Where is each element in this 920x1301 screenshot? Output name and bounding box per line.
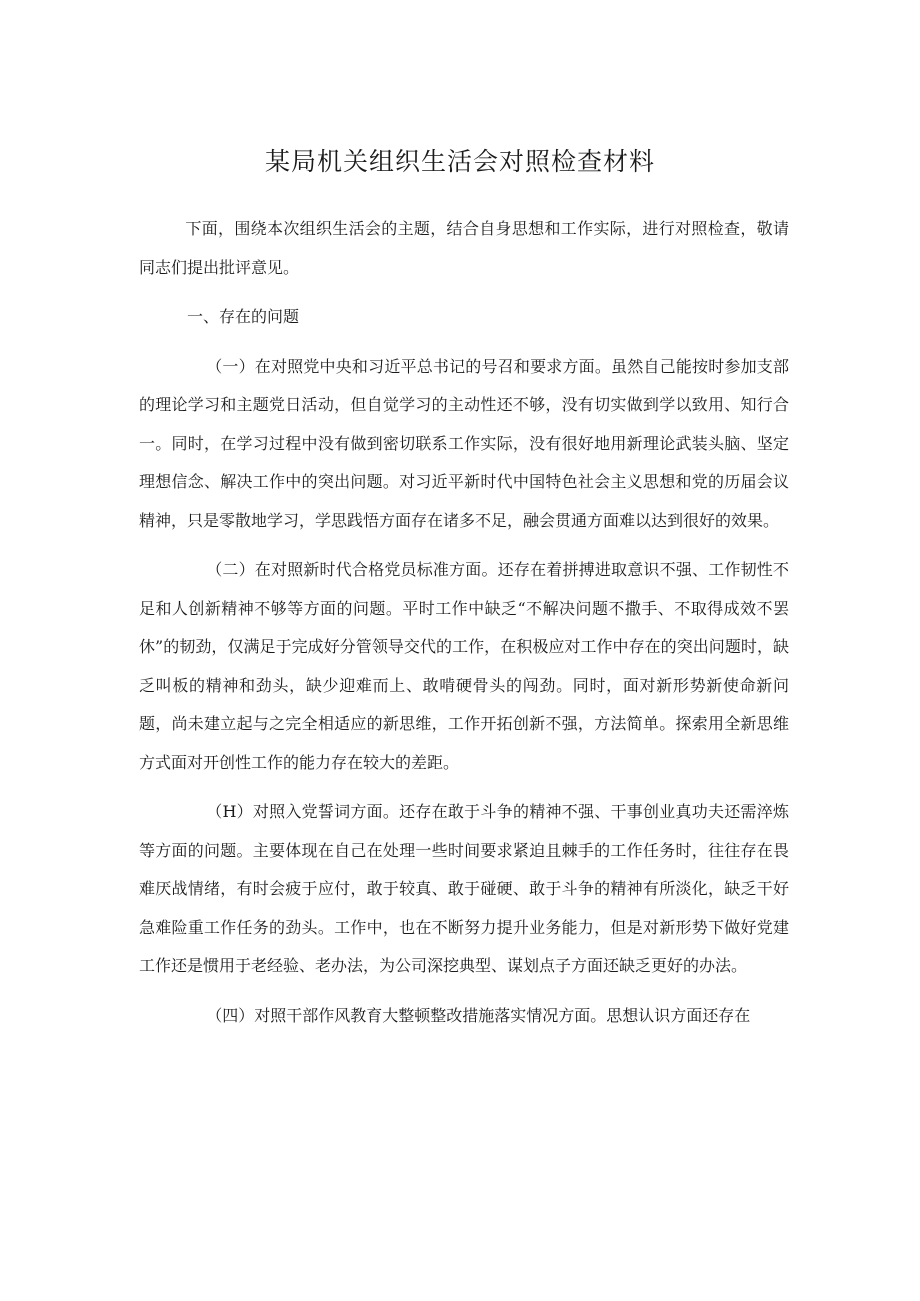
intro-paragraph: 下面，围绕本次组织生活会的主题，结合自身思想和工作实际，进行对照检查，敬请同志们提出批评意见。 bbox=[139, 219, 789, 277]
issue-paragraph-4: （四）对照干部作风教育大整顿整改措施落实情况方面。思想认识方面还存在 bbox=[206, 1005, 751, 1025]
document-title: 某局机关组织生活会对照检查材料 bbox=[264, 147, 655, 176]
issue-paragraph-3: （H）对照入党誓词方面。还存在敢于斗争的精神不强、干事创业真功夫还需淬炼等方面的问题。主要体现在自己在处理一些时间要求紧迫且棘手的工作任务时，往往存在畏难厌战情绪，有时会疲于应付，敢于较真、敢于碰硬、敢于斗争的精神有所淡化，缺乏干好急难险重工作任务的劲头。工作中，也在不断努力提升业务能力，但是对新形势下做好党建工作还是惯用于老经验、老办法，为公司深挖典型、谋划点子方面还缺乏更好的办法。 bbox=[139, 802, 789, 975]
issue-paragraph-2: （二）在对照新时代合格党员标准方面。还存在着拼搏进取意识不强、工作韧性不足和人创新精神不够等方面的问题。平时工作中缺乏“不解决问题不撒手、不取得成效不罢休”的韧劲，仅满足于完成好分管领导交代的工作，在积极应对工作中存在的突出问题时，缺乏叫板的精神和劲头，缺少迎难而上、敢啃硬骨头的闯劲。同时，面对新形势新使命新问题，尚未建立起与之完全相适应的新思维，工作开拓创新不强，方法简单。探索用全新思维方式面对开创性工作的能力存在较大的差距。 bbox=[139, 560, 789, 772]
issue-paragraph-1: （一）在对照党中央和习近平总书记的号召和要求方面。虽然自己能按时参加支部的理论学习和主题党日活动，但自觉学习的主动性还不够，没有切实做到学以致用、知行合一。同时，在学习过程中没有做到密切联系工作实际，没有很好地用新理论武装头脑、坚定理想信念、解决工作中的突出问题。对习近平新时代中国特色社会主义思想和党的历届会议精神，只是零散地学习，学思践悟方面存在诸多不足，融会贯通方面难以达到很好的效果。 bbox=[139, 356, 789, 530]
section-heading: 一、存在的问题 bbox=[187, 307, 300, 326]
document-body bbox=[139, 210, 789, 1035]
